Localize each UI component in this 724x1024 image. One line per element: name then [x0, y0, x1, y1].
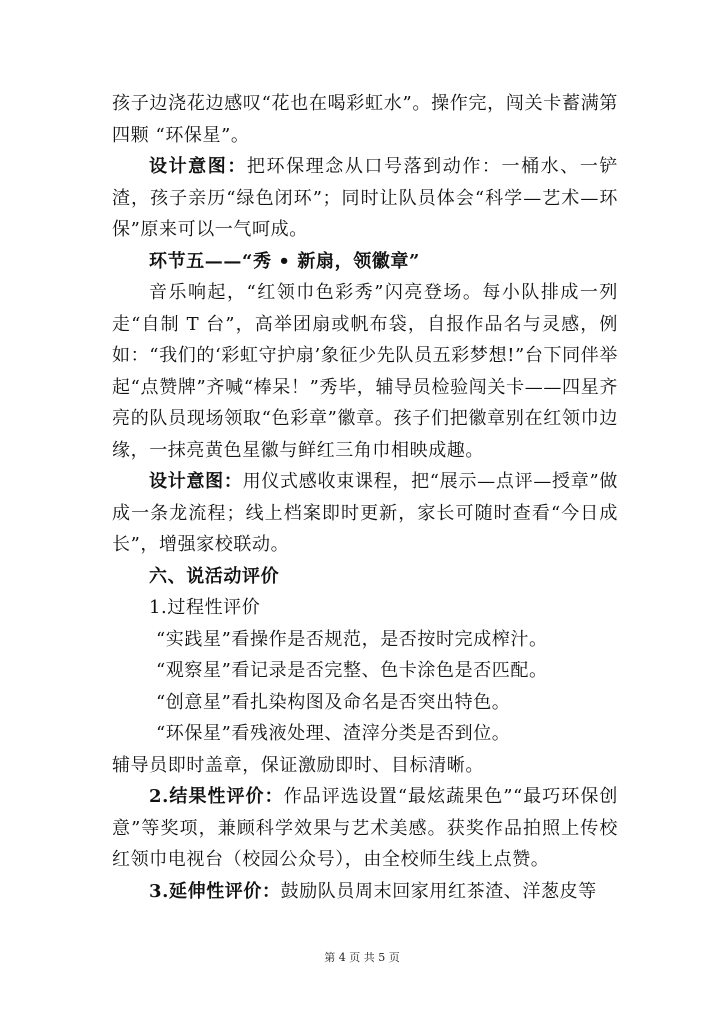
paragraph-watering [112, 88, 618, 151]
extended-evaluation-label: 3.延伸性评价： [149, 880, 281, 902]
creative-star-text: “创意星”看扎染构图及命名是否突出特色。 [156, 691, 511, 713]
list-item-practice-star [112, 624, 618, 656]
section-heading-evaluation [112, 561, 618, 593]
design-intent-label: 设计意图： [149, 471, 243, 492]
list-item-creative-star [112, 687, 618, 719]
subheading-process-evaluation [112, 592, 618, 624]
page-number: 第 4 页 共 5 页 [324, 951, 400, 964]
list-item-observe-star [112, 655, 618, 687]
paragraph-stamp [112, 750, 618, 782]
paragraph-fashion-show [112, 277, 618, 466]
process-evaluation-title: 1.过程性评价 [149, 597, 261, 618]
page-footer [0, 949, 724, 965]
stamp-text: 辅导员即时盖章，保证激励即时、目标清晰。 [112, 754, 484, 776]
result-evaluation-text: 作品评选设置“最炫蔬果色”“最巧环保创意”等奖项，兼顾科学效果与艺术美感。获奖作品拍照上传校红领巾电视台（校园公众号），由全校师生线上点赞。 [112, 786, 618, 870]
eco-star-text: “环保星”看残液处理、渣滓分类是否到位。 [156, 723, 511, 744]
step-5-title: 环节五——“秀 • 新扇，领徽章” [149, 250, 420, 272]
paragraph-result-evaluation [112, 781, 618, 876]
document-body [112, 88, 618, 907]
observe-star-text: “观察星”看记录是否完整、色卡涂色是否匹配。 [156, 660, 548, 681]
text-fashion-show: 音乐响起，“红领巾色彩秀”闪亮登场。每小队排成一列走“自制 T 台”，高举团扇或帆布袋，自报作品名与灵感，例如：“我们的‘彩虹守护扇’象征少先队员五彩梦想!”台下同伴举起“点赞牌”齐喊“棒呆！”秀毕，辅导员检验闯关卡——四星齐亮的队员现场领取“色彩章”徽章。孩子们把徽章别在红领巾边缘，一抹亮黄色星徽与鲜红三角巾相映成趣。 [112, 282, 618, 461]
paragraph-design-intent-4 [112, 151, 618, 246]
section-heading-step-5 [112, 246, 618, 278]
paragraph-design-intent-5 [112, 466, 618, 561]
result-evaluation-label: 2.结果性评价： [149, 786, 284, 807]
paragraph-extended-evaluation [112, 876, 618, 908]
evaluation-title: 六、说活动评价 [149, 565, 280, 587]
extended-evaluation-text: 鼓励队员周末回家用红茶渣、洋葱皮等 [280, 880, 597, 902]
design-intent-label: 设计意图： [149, 156, 247, 177]
text-watering: 孩子边浇花边感叹“花也在喝彩虹水”。操作完，闯关卡蓄满第四颗 “环保星”。 [112, 93, 618, 146]
practice-star-text: “实践星”看操作是否规范，是否按时完成榨汁。 [156, 628, 548, 650]
design-intent-text: 把环保理念从口号落到动作：一桶水、一铲渣，孩子亲历“绿色闭环”；同时让队员体会“科学—艺术—环保”原来可以一气呵成。 [112, 156, 619, 240]
list-item-eco-star [112, 718, 618, 750]
design-intent-text: 用仪式感收束课程，把“展示—点评—授章”做成一条龙流程；线上档案即时更新，家长可随时查看“今日成长”，增强家校联动。 [112, 471, 618, 555]
